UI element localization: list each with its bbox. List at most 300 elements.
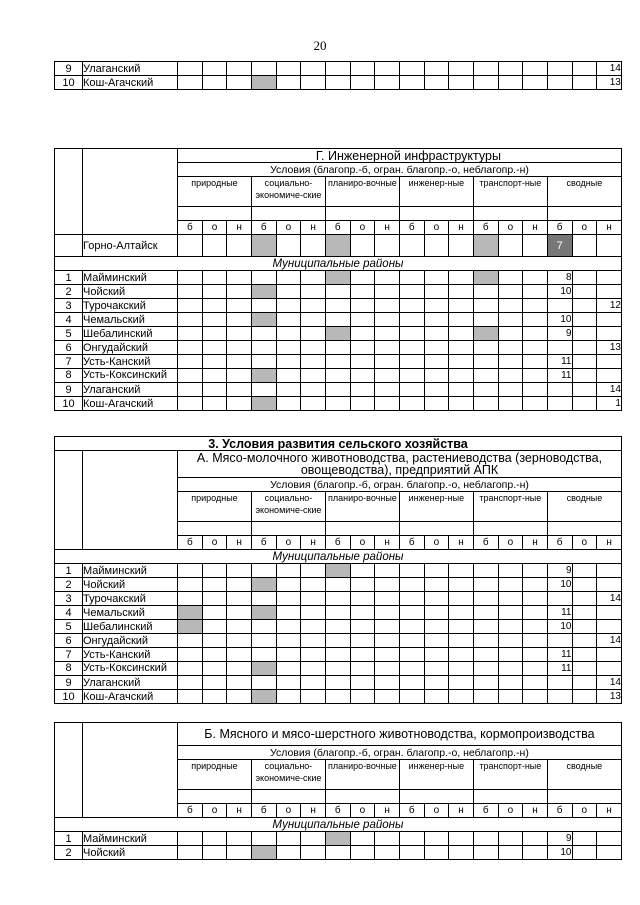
condition-code: н	[449, 221, 474, 235]
corner-name	[83, 149, 178, 235]
grid-cell	[399, 606, 424, 620]
corner-num	[55, 451, 83, 550]
grid-cell	[251, 634, 276, 648]
grid-cell	[350, 690, 375, 704]
grid-cell	[572, 832, 597, 846]
grid-cell	[251, 327, 276, 341]
group-spacer	[251, 207, 325, 221]
grid-cell	[202, 662, 227, 676]
grid-cell	[350, 285, 375, 299]
grid-cell	[399, 620, 424, 634]
grid-cell	[449, 313, 474, 327]
row-number: 4	[55, 606, 83, 620]
score-value: 12	[597, 299, 622, 313]
row-number: 6	[55, 634, 83, 648]
shaded-cell	[178, 620, 203, 634]
grid-cell	[399, 285, 424, 299]
grid-cell	[251, 62, 276, 76]
grid-cell	[276, 832, 301, 846]
grid-cell	[473, 341, 498, 355]
grid-cell	[350, 235, 375, 257]
grid-cell	[424, 676, 449, 690]
group-spacer	[473, 207, 547, 221]
grid-cell	[202, 355, 227, 369]
grid-cell	[473, 606, 498, 620]
grid-cell	[227, 235, 252, 257]
municipal-header: Муниципальные районы	[55, 257, 622, 271]
score-value: 10	[547, 285, 572, 299]
grid-cell	[449, 383, 474, 397]
grid-cell	[375, 341, 400, 355]
grid-cell	[424, 76, 449, 90]
table-row	[55, 285, 622, 299]
grid-cell	[251, 676, 276, 690]
grid-cell	[523, 397, 548, 411]
group-header: инженер-ные	[399, 177, 473, 207]
grid-cell	[178, 564, 203, 578]
grid-cell	[227, 341, 252, 355]
table-row	[55, 606, 622, 620]
condition-code: б	[251, 804, 276, 818]
grid-cell	[424, 832, 449, 846]
grid-cell	[473, 634, 498, 648]
group-spacer	[178, 207, 252, 221]
grid-cell	[202, 285, 227, 299]
grid-cell	[399, 235, 424, 257]
grid-cell	[227, 327, 252, 341]
corner-num	[55, 723, 83, 818]
row-number: 10	[55, 397, 83, 411]
grid-cell	[498, 634, 523, 648]
grid-cell	[276, 846, 301, 860]
district-name: Майминский	[83, 832, 178, 846]
grid-cell	[301, 606, 326, 620]
condition-code: б	[547, 536, 572, 550]
shaded-cell	[251, 285, 276, 299]
grid-cell	[498, 846, 523, 860]
grid-cell	[350, 564, 375, 578]
grid-cell	[597, 235, 622, 257]
shaded-cell	[473, 271, 498, 285]
grid-cell	[547, 76, 572, 90]
group-header: природные	[178, 177, 252, 207]
condition-code: б	[325, 804, 350, 818]
grid-cell	[178, 313, 203, 327]
grid-cell	[251, 564, 276, 578]
group-header: природные	[178, 492, 252, 522]
condition-code: о	[424, 536, 449, 550]
condition-code: б	[325, 221, 350, 235]
grid-cell	[301, 578, 326, 592]
grid-cell	[424, 313, 449, 327]
grid-cell	[375, 662, 400, 676]
grid-cell	[424, 690, 449, 704]
district-name: Усть-Коксинский	[83, 369, 178, 383]
grid-cell	[547, 592, 572, 606]
grid-cell	[276, 313, 301, 327]
group-spacer	[547, 522, 621, 536]
condition-code: б	[473, 221, 498, 235]
grid-cell	[399, 341, 424, 355]
grid-cell	[375, 634, 400, 648]
grid-cell	[227, 578, 252, 592]
grid-cell	[424, 327, 449, 341]
grid-cell	[276, 62, 301, 76]
grid-cell	[301, 832, 326, 846]
grid-cell	[227, 62, 252, 76]
grid-cell	[178, 76, 203, 90]
grid-cell	[399, 383, 424, 397]
grid-cell	[473, 676, 498, 690]
grid-cell	[227, 383, 252, 397]
grid-cell	[424, 397, 449, 411]
grid-cell	[178, 690, 203, 704]
district-name: Турочакский	[83, 299, 178, 313]
grid-cell	[227, 620, 252, 634]
row-number: 9	[55, 383, 83, 397]
grid-cell	[424, 564, 449, 578]
condition-code: б	[399, 804, 424, 818]
district-name: Улаганский	[83, 62, 178, 76]
grid-cell	[498, 592, 523, 606]
row-number: 10	[55, 690, 83, 704]
grid-cell	[547, 299, 572, 313]
row-number: 4	[55, 313, 83, 327]
grid-cell	[350, 341, 375, 355]
grid-cell	[498, 341, 523, 355]
row-number: 8	[55, 369, 83, 383]
grid-cell	[227, 662, 252, 676]
group-spacer	[473, 522, 547, 536]
condition-code: о	[424, 804, 449, 818]
group-header: инженер-ные	[399, 492, 473, 522]
grid-cell	[325, 676, 350, 690]
condition-code: б	[178, 804, 203, 818]
grid-cell	[301, 271, 326, 285]
grid-cell	[547, 676, 572, 690]
grid-cell	[473, 662, 498, 676]
grid-cell	[375, 235, 400, 257]
grid-cell	[350, 76, 375, 90]
grid-cell	[276, 676, 301, 690]
grid-cell	[325, 285, 350, 299]
grid-cell	[498, 369, 523, 383]
grid-cell	[449, 648, 474, 662]
grid-cell	[202, 327, 227, 341]
score-value: 10	[547, 846, 572, 860]
grid-cell	[178, 299, 203, 313]
grid-cell	[498, 327, 523, 341]
grid-cell	[572, 648, 597, 662]
grid-cell	[572, 327, 597, 341]
row-number: 7	[55, 648, 83, 662]
grid-cell	[523, 271, 548, 285]
grid-cell	[325, 620, 350, 634]
grid-cell	[375, 355, 400, 369]
grid-cell	[276, 285, 301, 299]
grid-cell	[350, 62, 375, 76]
score-value: 11	[547, 606, 572, 620]
district-name: Улаганский	[83, 676, 178, 690]
grid-cell	[227, 690, 252, 704]
grid-cell	[178, 592, 203, 606]
grid-cell	[276, 235, 301, 257]
grid-cell	[301, 676, 326, 690]
grid-cell	[547, 341, 572, 355]
grid-cell	[572, 592, 597, 606]
grid-cell	[276, 271, 301, 285]
grid-cell	[178, 634, 203, 648]
condition-code: о	[276, 804, 301, 818]
region-row	[55, 235, 622, 257]
row-number: 3	[55, 299, 83, 313]
grid-cell	[449, 62, 474, 76]
grid-cell	[498, 76, 523, 90]
grid-cell	[276, 76, 301, 90]
grid-cell	[424, 846, 449, 860]
condition-code: о	[350, 221, 375, 235]
grid-cell	[523, 62, 548, 76]
condition-code: о	[498, 536, 523, 550]
grid-cell	[597, 285, 622, 299]
grid-cell	[227, 832, 252, 846]
grid-cell	[375, 397, 400, 411]
condition-code: н	[375, 221, 400, 235]
grid-cell	[449, 327, 474, 341]
grid-cell	[473, 397, 498, 411]
grid-cell	[473, 846, 498, 860]
grid-cell	[473, 620, 498, 634]
grid-cell	[178, 341, 203, 355]
agriculture-table	[54, 436, 622, 704]
grid-cell	[202, 648, 227, 662]
group-spacer	[325, 522, 399, 536]
grid-cell	[597, 564, 622, 578]
score-value: 14	[597, 634, 622, 648]
shaded-cell	[178, 606, 203, 620]
grid-cell	[276, 369, 301, 383]
grid-cell	[276, 578, 301, 592]
grid-cell	[227, 648, 252, 662]
grid-cell	[523, 76, 548, 90]
corner-name	[83, 451, 178, 550]
row-number: 2	[55, 846, 83, 860]
grid-cell	[325, 578, 350, 592]
condition-code: б	[178, 221, 203, 235]
corner-num	[55, 149, 83, 235]
grid-cell	[325, 634, 350, 648]
grid-cell	[276, 327, 301, 341]
condition-code: б	[251, 536, 276, 550]
grid-cell	[202, 592, 227, 606]
table-row	[55, 846, 622, 860]
shaded-cell	[251, 662, 276, 676]
grid-cell	[498, 578, 523, 592]
grid-cell	[178, 327, 203, 341]
grid-cell	[325, 662, 350, 676]
grid-cell	[375, 383, 400, 397]
grid-cell	[498, 832, 523, 846]
grid-cell	[350, 271, 375, 285]
grid-cell	[178, 662, 203, 676]
row-number: 9	[55, 676, 83, 690]
row-number: 2	[55, 578, 83, 592]
condition-code: н	[597, 221, 622, 235]
grid-cell	[375, 285, 400, 299]
grid-cell	[301, 690, 326, 704]
row-number: 1	[55, 564, 83, 578]
condition-code: о	[276, 221, 301, 235]
condition-code: н	[523, 221, 548, 235]
grid-cell	[473, 285, 498, 299]
grid-cell	[473, 299, 498, 313]
grid-cell	[498, 620, 523, 634]
region-name: Горно-Алтайск	[83, 235, 178, 257]
grid-cell	[523, 383, 548, 397]
grid-cell	[523, 634, 548, 648]
grid-cell	[202, 846, 227, 860]
grid-cell	[375, 676, 400, 690]
group-spacer	[325, 207, 399, 221]
grid-cell	[449, 846, 474, 860]
grid-cell	[572, 355, 597, 369]
grid-cell	[597, 355, 622, 369]
grid-cell	[498, 397, 523, 411]
grid-cell	[202, 271, 227, 285]
grid-cell	[572, 369, 597, 383]
grid-cell	[276, 662, 301, 676]
grid-cell	[350, 634, 375, 648]
group-header: планиро-вочные	[325, 177, 399, 207]
grid-cell	[572, 62, 597, 76]
condition-code: о	[202, 221, 227, 235]
grid-cell	[325, 606, 350, 620]
grid-cell	[597, 369, 622, 383]
grid-cell	[498, 662, 523, 676]
grid-cell	[350, 299, 375, 313]
grid-cell	[547, 397, 572, 411]
grid-cell	[424, 648, 449, 662]
district-name: Онгудайский	[83, 634, 178, 648]
condition-code: н	[449, 536, 474, 550]
grid-cell	[202, 832, 227, 846]
grid-cell	[572, 620, 597, 634]
grid-cell	[473, 383, 498, 397]
condition-code: о	[572, 804, 597, 818]
grid-cell	[572, 383, 597, 397]
grid-cell	[399, 662, 424, 676]
table-row	[55, 383, 622, 397]
grid-cell	[202, 578, 227, 592]
condition-code: о	[350, 536, 375, 550]
group-spacer	[251, 522, 325, 536]
grid-cell	[498, 299, 523, 313]
grid-cell	[301, 662, 326, 676]
shaded-cell	[325, 271, 350, 285]
district-name: Майминский	[83, 271, 178, 285]
grid-cell	[251, 832, 276, 846]
shaded-cell	[473, 235, 498, 257]
grid-cell	[276, 592, 301, 606]
grid-cell	[178, 648, 203, 662]
condition-code: о	[202, 536, 227, 550]
grid-cell	[350, 397, 375, 411]
grid-cell	[523, 355, 548, 369]
grid-cell	[449, 341, 474, 355]
grid-cell	[178, 235, 203, 257]
grid-cell	[399, 299, 424, 313]
district-name: Шебалинский	[83, 620, 178, 634]
shaded-cell	[251, 313, 276, 327]
grid-cell	[523, 690, 548, 704]
condition-code: о	[424, 221, 449, 235]
district-name: Кош-Агачский	[83, 397, 178, 411]
grid-cell	[399, 76, 424, 90]
grid-cell	[473, 648, 498, 662]
grid-cell	[251, 592, 276, 606]
grid-cell	[251, 355, 276, 369]
grid-cell	[325, 62, 350, 76]
grid-cell	[473, 313, 498, 327]
grid-cell	[523, 235, 548, 257]
group-header: социально-экономиче-ские	[251, 760, 325, 790]
score-value: 14	[597, 592, 622, 606]
page-number: 20	[313, 38, 327, 53]
grid-cell	[523, 369, 548, 383]
grid-cell	[202, 76, 227, 90]
grid-cell	[178, 578, 203, 592]
grid-cell	[523, 327, 548, 341]
group-header: планиро-вочные	[325, 760, 399, 790]
grid-cell	[399, 690, 424, 704]
grid-cell	[449, 676, 474, 690]
score-value: 11	[547, 355, 572, 369]
grid-cell	[301, 341, 326, 355]
shaded-cell	[251, 369, 276, 383]
grid-cell	[301, 383, 326, 397]
condition-code: о	[202, 804, 227, 818]
condition-code: б	[178, 536, 203, 550]
grid-cell	[523, 313, 548, 327]
grid-cell	[498, 564, 523, 578]
grid-cell	[325, 313, 350, 327]
grid-cell	[276, 564, 301, 578]
grid-cell	[597, 327, 622, 341]
condition-code: б	[547, 804, 572, 818]
grid-cell	[375, 313, 400, 327]
grid-cell	[350, 832, 375, 846]
condition-code: б	[251, 221, 276, 235]
grid-cell	[597, 832, 622, 846]
grid-cell	[301, 285, 326, 299]
grid-cell	[227, 299, 252, 313]
grid-cell	[449, 76, 474, 90]
grid-cell	[473, 690, 498, 704]
grid-cell	[301, 620, 326, 634]
grid-cell	[449, 369, 474, 383]
grid-cell	[227, 271, 252, 285]
grid-cell	[301, 76, 326, 90]
grid-cell	[572, 285, 597, 299]
grid-cell	[301, 62, 326, 76]
grid-cell	[424, 369, 449, 383]
grid-cell	[399, 648, 424, 662]
grid-cell	[572, 606, 597, 620]
grid-cell	[498, 606, 523, 620]
district-name: Кош-Агачский	[83, 76, 178, 90]
grid-cell	[350, 676, 375, 690]
grid-cell	[350, 648, 375, 662]
